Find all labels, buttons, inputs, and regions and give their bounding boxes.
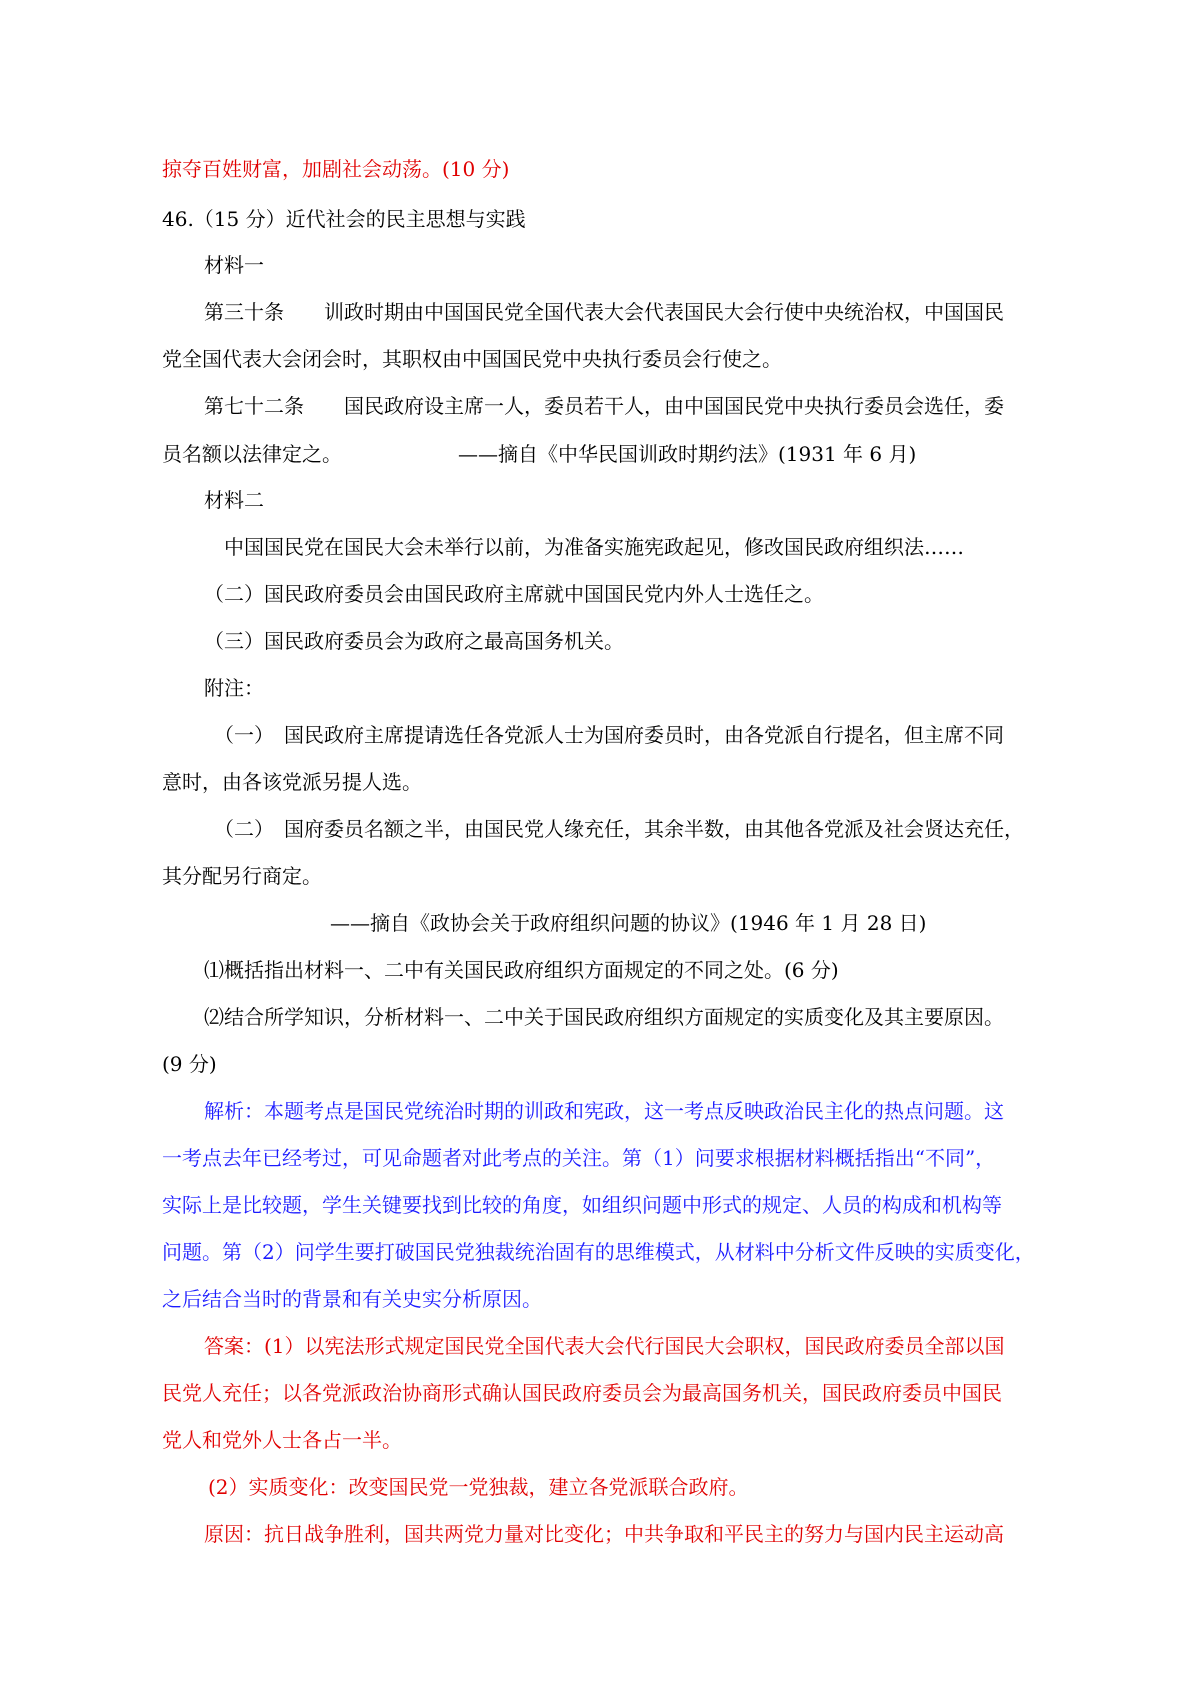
analysis-line: 之后结合当时的背景和有关史实分析原因。 bbox=[162, 1287, 542, 1311]
text-line: 其分配另行商定。 bbox=[162, 864, 322, 888]
text-line: （一） 国民政府主席提请选任各党派人士为国府委员时，由各党派自行提名，但主席不同 bbox=[214, 723, 1004, 747]
question-item: ⑴概括指出材料一、二中有关国民政府组织方面规定的不同之处。(6 分) bbox=[204, 958, 839, 982]
analysis-line: 一考点去年已经考过，可见命题者对此考点的关注。第（1）问要求根据材料概括指出“不同”， bbox=[162, 1146, 996, 1170]
text-line: 第三十条 训政时期由中国国民党全国代表大会代表国民大会行使中央统治权，中国国民 bbox=[204, 300, 1004, 324]
material-heading: 材料一 bbox=[204, 253, 264, 277]
question-item: ⑵结合所学知识，分析材料一、二中关于国民政府组织方面规定的实质变化及其主要原因。 bbox=[204, 1005, 1004, 1029]
answer-line: 答案：(1）以宪法形式规定国民党全国代表大会代行国民大会职权，国民政府委员全部以国 bbox=[204, 1334, 1005, 1358]
question-title: 46.（15 分）近代社会的民主思想与实践 bbox=[162, 207, 526, 231]
answer-line: 党人和党外人士各占一半。 bbox=[162, 1428, 402, 1452]
text-line: 意时，由各该党派另提人选。 bbox=[162, 770, 422, 794]
text-line: （三）国民政府委员会为政府之最高国务机关。 bbox=[204, 629, 624, 653]
analysis-line: 实际上是比较题，学生关键要找到比较的角度，如组织问题中形式的规定、人员的构成和机构等 bbox=[162, 1193, 1002, 1217]
answer-line: 掠夺百姓财富，加剧社会动荡。(10 分) bbox=[162, 157, 510, 181]
text-line: 党全国代表大会闭会时，其职权由中国国民党中央执行委员会行使之。 bbox=[162, 347, 782, 371]
text-line: 第七十二条 国民政府设主席一人，委员若干人，由中国国民党中央执行委员会选任，委 bbox=[204, 394, 1004, 418]
analysis-line: 解析：本题考点是国民党统治时期的训政和宪政，这一考点反映政治民主化的热点问题。这 bbox=[204, 1099, 1004, 1123]
source-citation: ——摘自《政协会关于政府组织问题的协议》(1946 年 1 月 28 日) bbox=[330, 911, 927, 935]
answer-line: 民党人充任；以各党派政治协商形式确认国民政府委员会为最高国务机关，国民政府委员中国民 bbox=[162, 1381, 1002, 1405]
analysis-line: 问题。第（2）问学生要打破国民党独裁统治固有的思维模式，从材料中分析文件反映的实质变化， bbox=[162, 1240, 1035, 1264]
material-heading: 材料二 bbox=[204, 488, 264, 512]
note-heading: 附注： bbox=[204, 676, 264, 700]
answer-line: 原因：抗日战争胜利，国共两党力量对比变化；中共争取和平民主的努力与国内民主运动高 bbox=[204, 1522, 1004, 1546]
text-line: （二） 国府委员名额之半，由国民党人缘充任，其余半数，由其他各党派及社会贤达充任， bbox=[214, 817, 1024, 841]
text-line: （二）国民政府委员会由国民政府主席就中国国民党内外人士选任之。 bbox=[204, 582, 824, 606]
source-citation: ——摘自《中华民国训政时期约法》(1931 年 6 月) bbox=[458, 442, 917, 466]
text-line: (9 分) bbox=[162, 1052, 217, 1076]
text-line: 员名额以法律定之。 bbox=[162, 442, 342, 466]
text-line: 中国国民党在国民大会未举行以前，为准备实施宪政起见，修改国民政府组织法…… bbox=[224, 535, 964, 559]
answer-line: (2）实质变化：改变国民党一党独裁，建立各党派联合政府。 bbox=[208, 1475, 749, 1499]
